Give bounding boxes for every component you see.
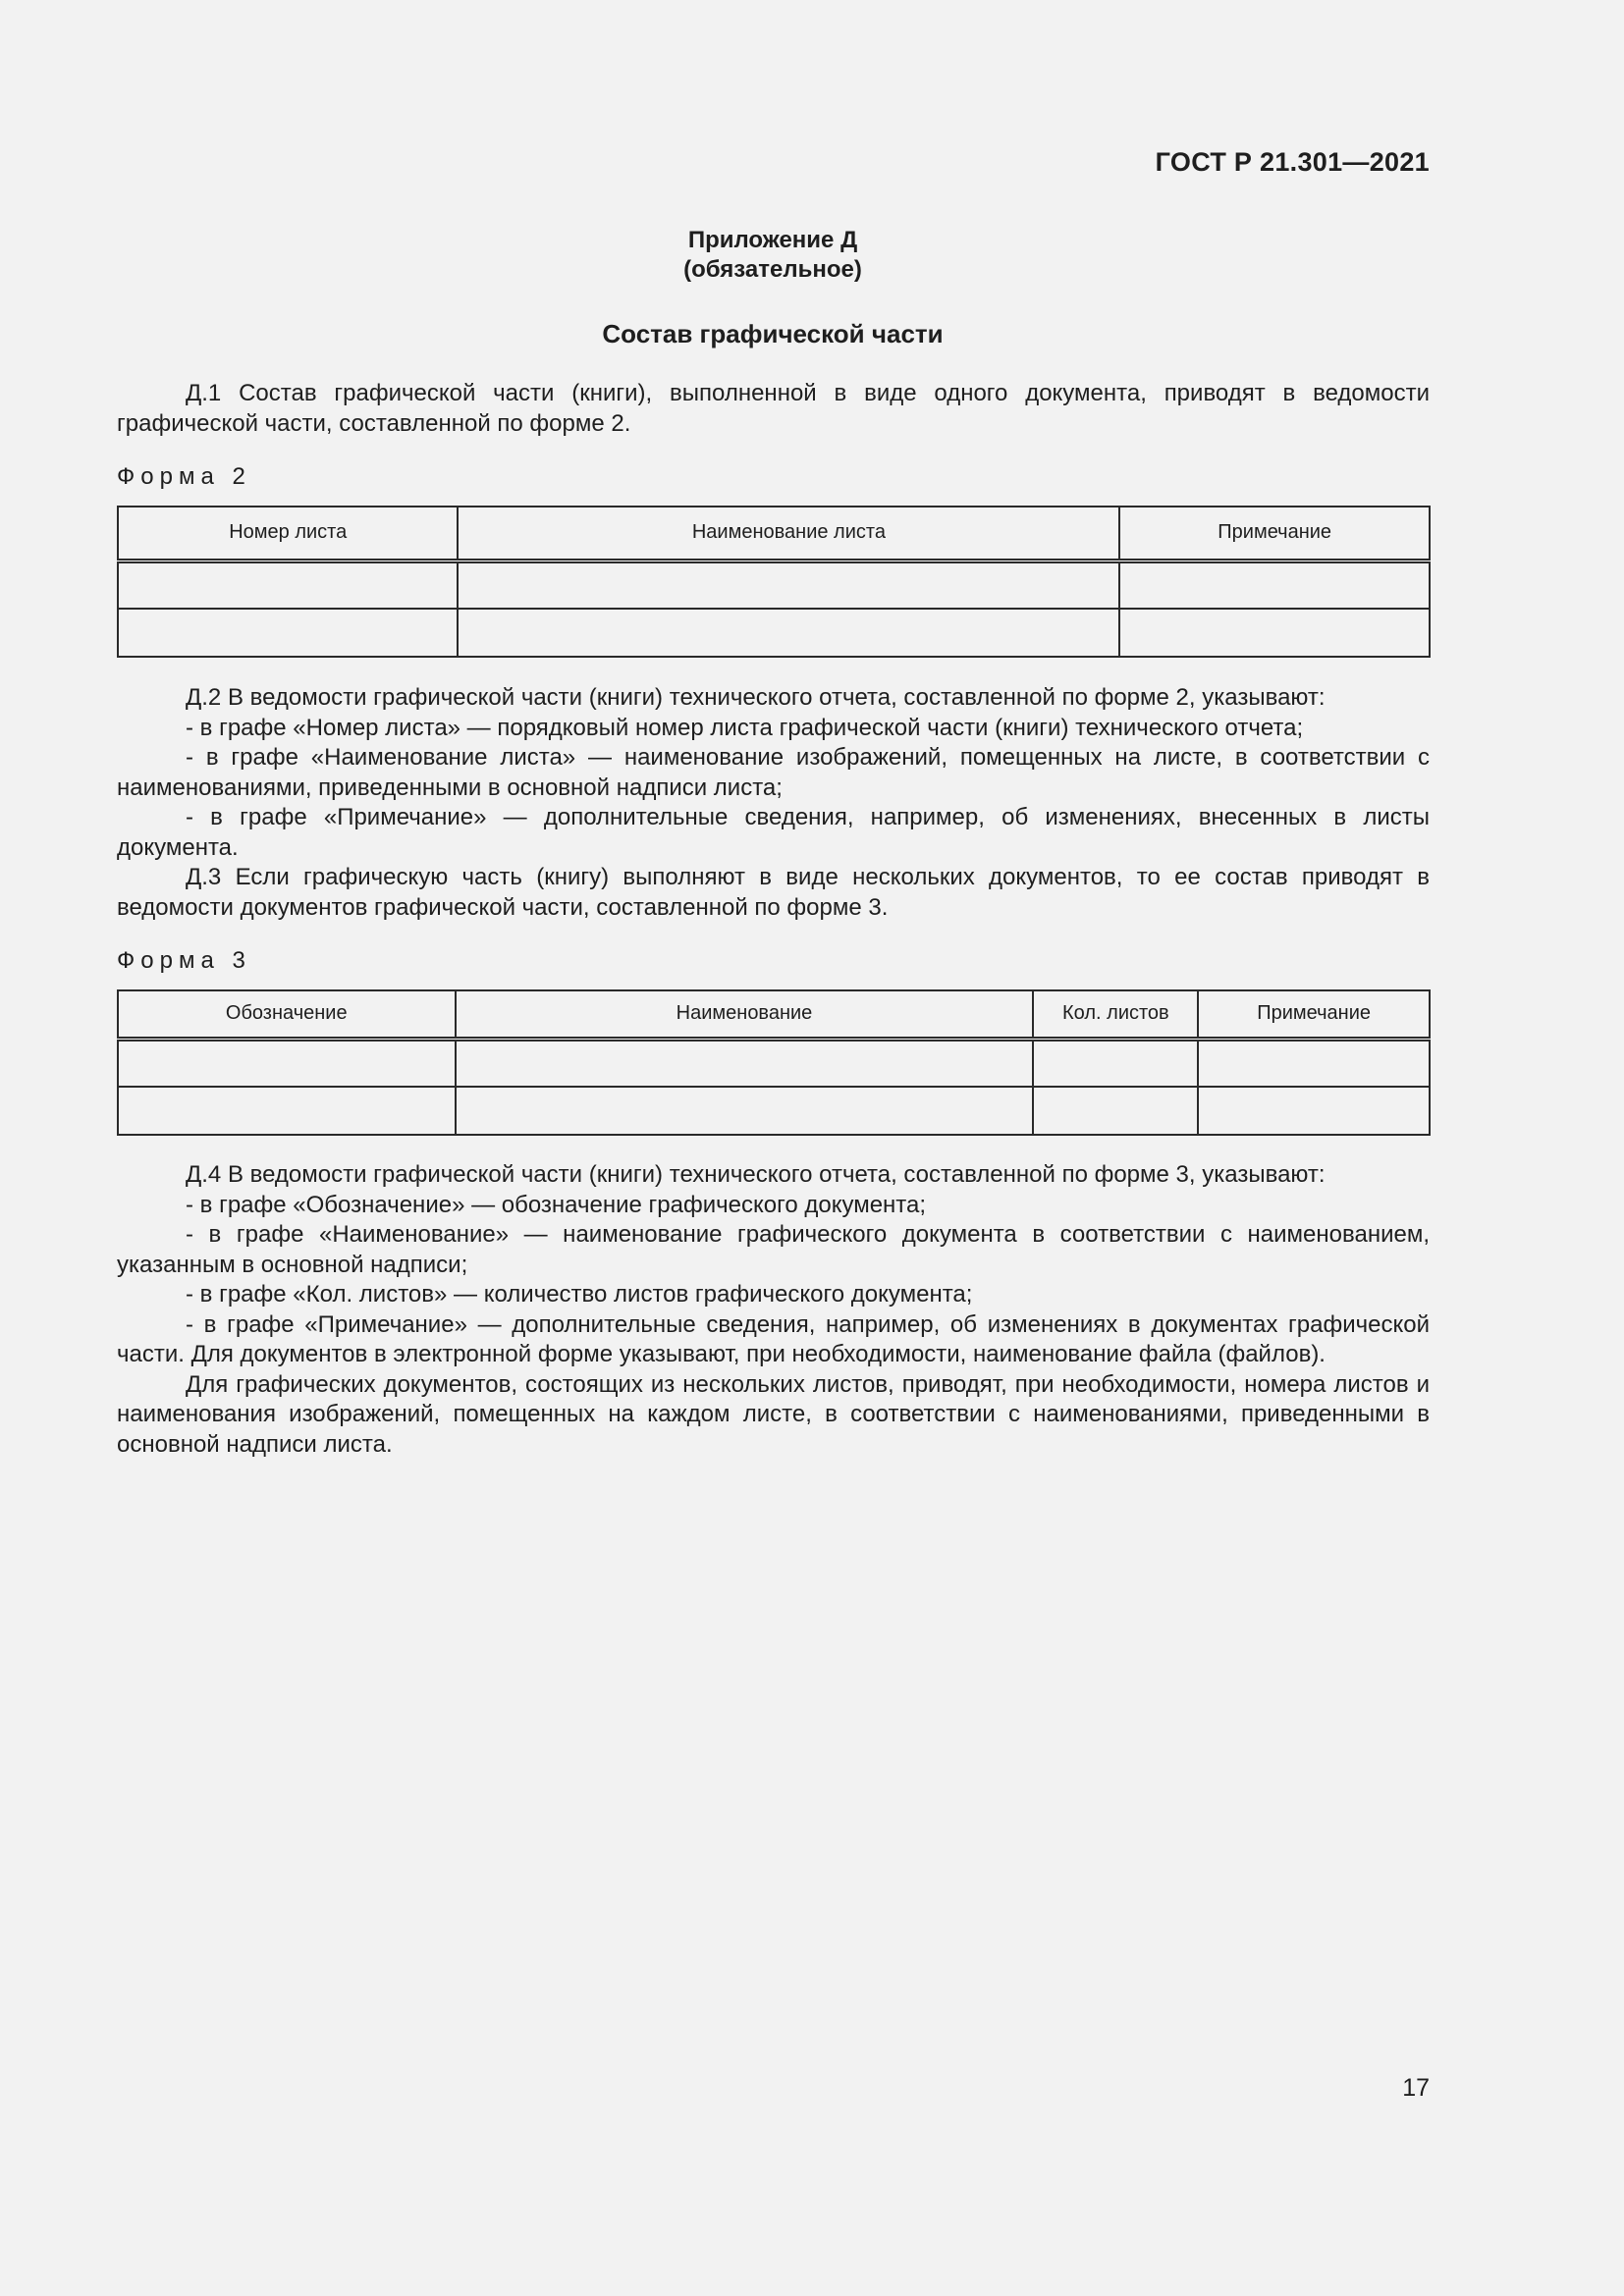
form-2-table [117, 506, 1431, 658]
paragraph-d3: Д.3 Если графическую часть (книгу) выполняют в виде нескольких документов, то ее состав приводят в ведомости документов графической части, составленной по форме 3. [117, 864, 1430, 921]
table-cell [1033, 1087, 1198, 1135]
list-item: - в графе «Номер листа» — порядковый номер листа графической части (книги) технического отчета; [186, 714, 1304, 741]
annex-heading [0, 226, 1545, 285]
table-row [118, 1039, 1430, 1087]
table-row [118, 561, 1430, 609]
form-2-label: Форма 2 [117, 463, 251, 490]
list-item: - в графе «Обозначение» — обозначение графического документа; [186, 1191, 927, 1218]
table-cell [1198, 1039, 1430, 1087]
table-cell [456, 1039, 1034, 1087]
form-3-col-sheet-count: Кол. листов [1033, 990, 1198, 1039]
section-d4-block [117, 1160, 1430, 1460]
form-3-table [117, 989, 1431, 1136]
paragraph-d2-intro: Д.2 В ведомости графической части (книги) технического отчета, составленной по форме 2, указывают: [186, 684, 1326, 711]
paragraph-d1: Д.1 Состав графической части (книги), выполненной в виде одного документа, приводят в ведомости графической части, составленной по форме 2. [117, 380, 1430, 437]
section-d2-block [117, 683, 1430, 923]
table-cell [118, 1087, 456, 1135]
annex-status: (обязательное) [683, 256, 862, 283]
list-item: - в графе «Примечание» — дополнительные сведения, например, об изменениях в документах графической части. Для документов в электронной форме указывают, при необходимости, наименование файла (файлов). [117, 1310, 1430, 1367]
page-number: 17 [1402, 2074, 1430, 2102]
table-cell [1119, 609, 1430, 657]
form-3-header-row [118, 990, 1430, 1039]
form-2-header-row [118, 507, 1430, 561]
list-item: - в графе «Примечание» — дополнительные сведения, например, об изменениях, внесенных в листы документа. [117, 804, 1430, 861]
form-2-col-sheet-number: Номер листа [118, 507, 458, 561]
table-cell [118, 561, 458, 609]
form-3-label: Форма 3 [117, 947, 251, 974]
paragraph-d4-closing: Для графических документов, состоящих из нескольких листов, приводят, при необходимости, номера листов и наименования изображений, помещенных на каждом листе, в соответствии с наименованиями, приведенными в основной надписи листа. [117, 1370, 1430, 1458]
list-item: - в графе «Наименование» — наименование графического документа в соответствии с наименованием, указанным в основной надписи; [117, 1221, 1430, 1278]
document-code: ГОСТ Р 21.301—2021 [1155, 147, 1430, 177]
form-3-col-designation: Обозначение [118, 990, 456, 1039]
form-2-col-sheet-name: Наименование листа [458, 507, 1119, 561]
section-title: Состав графической части [602, 319, 944, 348]
list-item: - в графе «Наименование листа» — наименование изображений, помещенных на листе, в соответствии с наименованиями, приведенными в основной надписи листа; [117, 744, 1430, 801]
form-2-col-note: Примечание [1119, 507, 1430, 561]
table-cell [1198, 1087, 1430, 1135]
table-cell [1033, 1039, 1198, 1087]
table-row [118, 609, 1430, 657]
form-3-col-name: Наименование [456, 990, 1034, 1039]
paragraph-d1-block [117, 379, 1430, 439]
table-cell [1119, 561, 1430, 609]
list-item: - в графе «Кол. листов» — количество листов графического документа; [186, 1281, 973, 1308]
table-cell [118, 609, 458, 657]
table-cell [458, 609, 1119, 657]
annex-title: Приложение Д [687, 227, 858, 253]
table-cell [118, 1039, 456, 1087]
table-cell [458, 561, 1119, 609]
table-cell [456, 1087, 1034, 1135]
form-3-col-note: Примечание [1198, 990, 1430, 1039]
table-row [118, 1087, 1430, 1135]
paragraph-d4-intro: Д.4 В ведомости графической части (книги) технического отчета, составленной по форме 3, указывают: [186, 1161, 1326, 1188]
